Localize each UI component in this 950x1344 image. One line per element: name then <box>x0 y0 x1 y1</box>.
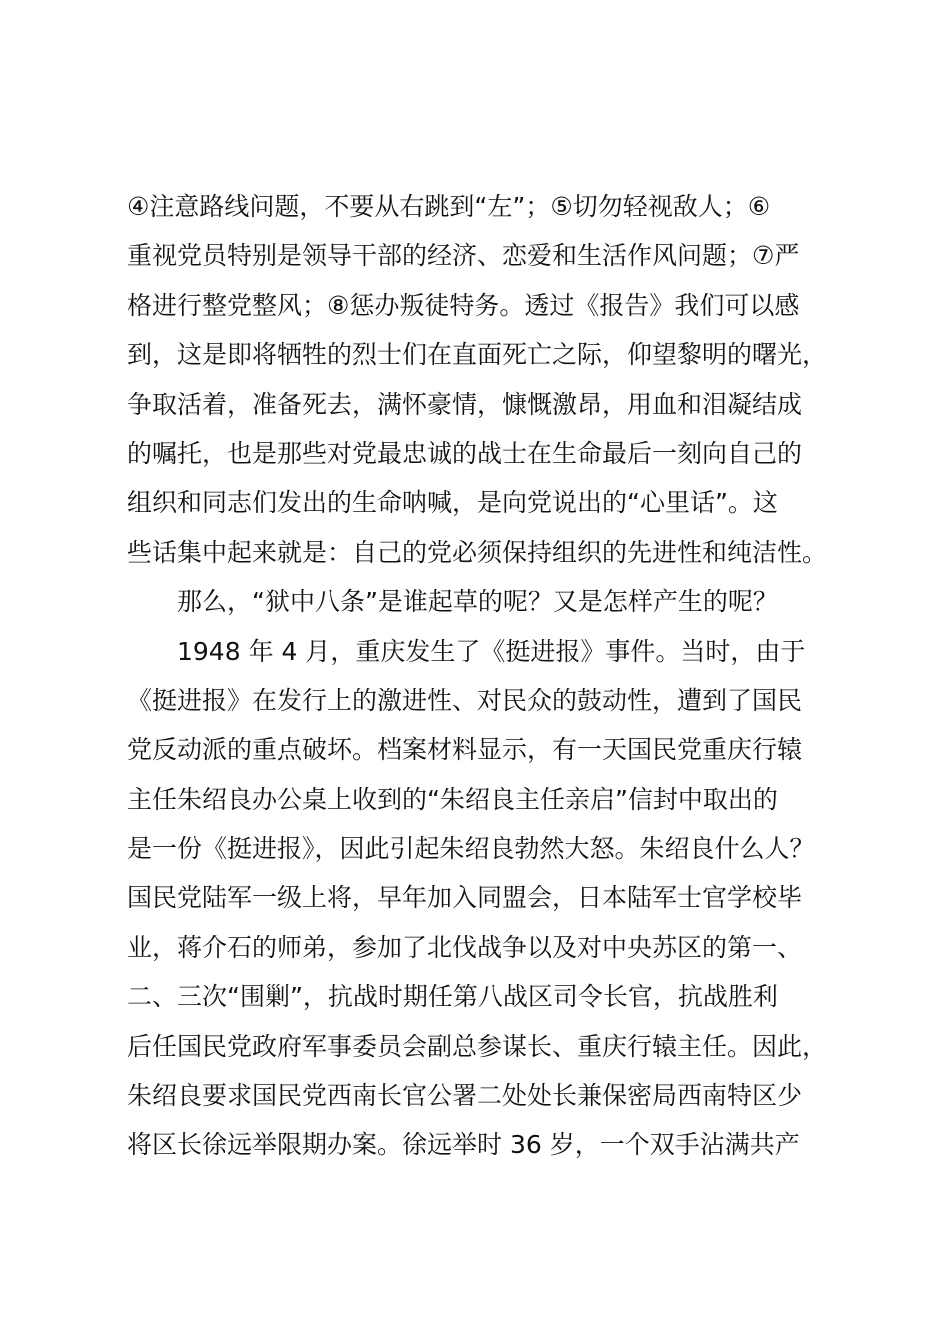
text-line: ④注意路线问题，不要从右跳到“左”；⑤切勿轻视敌人；⑥ <box>127 192 771 221</box>
text-line: 国民党陆军一级上将，早年加入同盟会，日本陆军士官学校毕 <box>127 883 803 913</box>
text-line: 格进行整党整风；⑧惩办叛徒特务。透过《报告》我们可以感 <box>127 290 800 320</box>
text-line: 是一份《挺进报》，因此引起朱绍良勃然大怒。朱绍良什么人？ <box>127 834 815 864</box>
text-line: 些话集中起来就是：自己的党必须保持组织的先进性和纯洁性。 <box>127 537 828 567</box>
text-line: 业，蒋介石的师弟，参加了北伐战争以及对中央苏区的第一、 <box>127 932 803 962</box>
text-line: 将区长徐远举限期办案。徐远举时 36 岁，一个双手沾满共产 <box>127 1130 800 1160</box>
paragraph-start-line: 1948 年 4 月，重庆发生了《挺进报》事件。当时，由于 <box>177 636 806 666</box>
text-line: 争取活着，准备死去，满怀豪情，慷慨激昂，用血和泪凝结成 <box>127 389 803 419</box>
text-line: 主任朱绍良办公桌上收到的“朱绍良主任亲启”信封中取出的 <box>127 784 778 814</box>
body-text <box>127 182 837 1170</box>
text-line: 后任国民党政府军事委员会副总参谋长、重庆行辕主任。因此， <box>127 1031 828 1061</box>
text-line: 党反动派的重点破坏。档案材料显示，有一天国民党重庆行辕 <box>127 735 803 765</box>
text-line: 的嘱托，也是那些对党最忠诚的战士在生命最后一刻向自己的 <box>127 438 803 468</box>
text-line: 重视党员特别是领导干部的经济、恋爱和生活作风问题；⑦严 <box>127 241 800 271</box>
text-line: 组织和同志们发出的生命呐喊，是向党说出的“心里话”。这 <box>127 488 778 518</box>
text-line: 到，这是即将牺牲的烈士们在直面死亡之际，仰望黎明的曙光， <box>127 340 828 370</box>
paragraph-start-line: 那么，“狱中八条”是谁起草的呢？又是怎样产生的呢？ <box>177 587 778 617</box>
text-line: 二、三次“围剿”，抗战时期任第八战区司令长官，抗战胜利 <box>127 982 778 1012</box>
text-line: 《挺进报》在发行上的激进性、对民众的鼓动性，遭到了国民 <box>127 685 803 715</box>
text-line: 朱绍良要求国民党西南长官公署二处处长兼保密局西南特区少 <box>127 1081 803 1111</box>
